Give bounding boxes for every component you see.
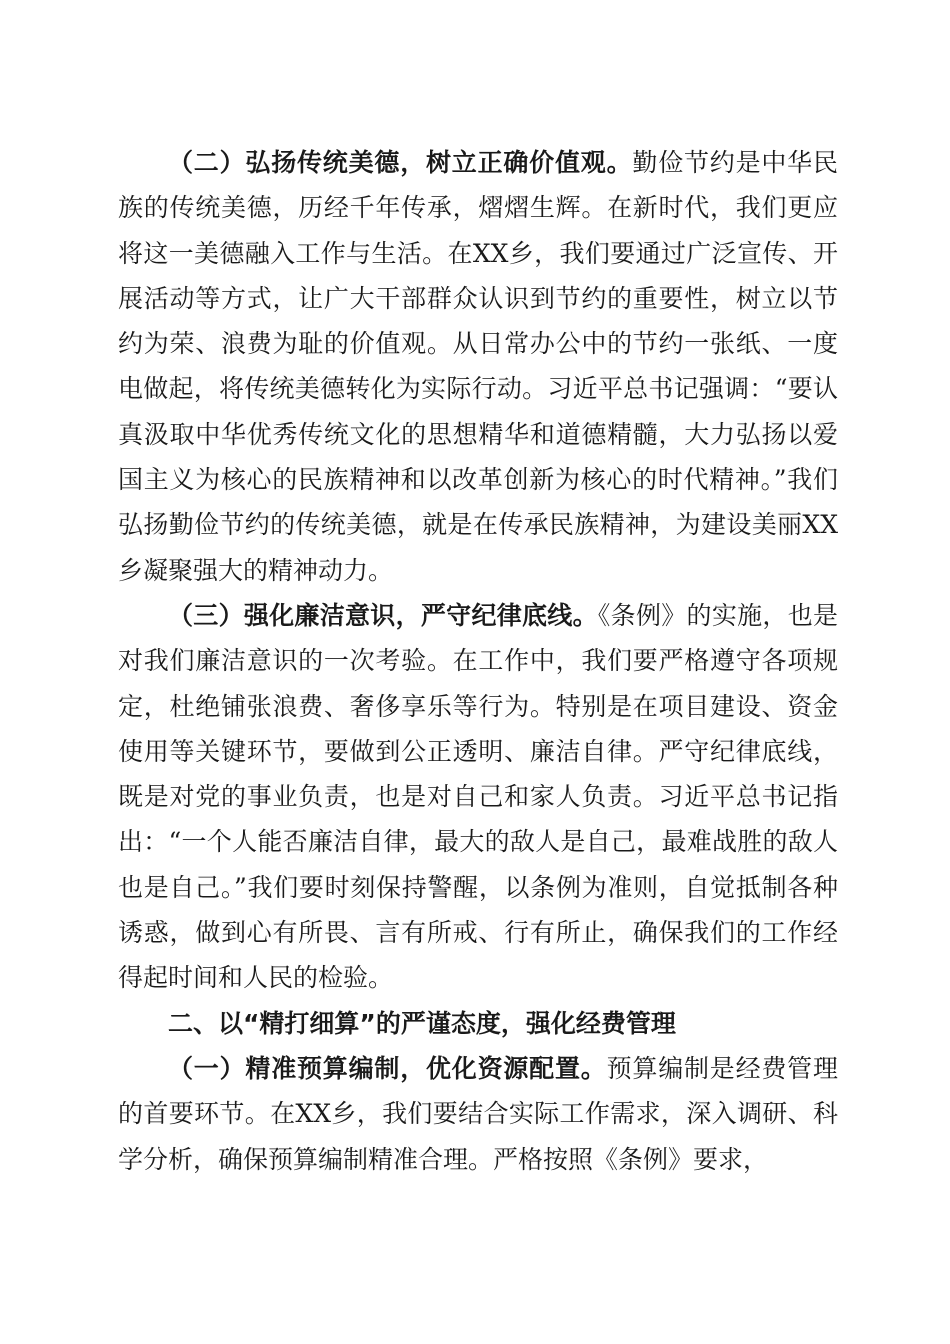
paragraph-promote-virtues	[118, 140, 838, 593]
paragraph-text: 勤俭节约是中华民族的传统美德，历经千年传承，熠熠生辉。在新时代，我们更应将这一美德融入工作与生活。在XX乡，我们要通过广泛宣传、开展活动等方式，让广大干部群众认识到节约的重要性，树立以节约为荣、浪费为耻的价值观。从日常办公中的节约一张纸、一度电做起，将传统美德转化为实际行动。习近平总书记强调：“要认真汲取中华优秀传统文化的思想精华和道德精髓，大力弘扬以爱国主义为核心的民族精神和以改革创新为核心的时代精神。”我们弘扬勤俭节约的传统美德，就是在传承民族精神，为建设美丽XX乡凝聚强大的精神动力。	[118, 148, 838, 585]
section-heading: 二、以“精打细算”的严谨态度，强化经费管理	[168, 1008, 676, 1038]
paragraph-lead: （二）弘扬传统美德，树立正确价值观。	[168, 148, 633, 177]
document-body	[118, 140, 838, 1182]
paragraph-integrity	[118, 593, 838, 1001]
paragraph-text: 预算编制是经费管理的首要环节。在XX乡，我们要结合实际工作需求，深入调研、科学分析，确保预算编制精准合理。严格按照《条例》要求，	[118, 1053, 838, 1174]
paragraph-budget	[118, 1046, 838, 1182]
paragraph-lead: （三）强化廉洁意识，严守纪律底线。	[168, 600, 598, 630]
paragraph-lead: （一）精准预算编制，优化资源配置。	[168, 1053, 607, 1083]
paragraph-text: 《条例》的实施，也是对我们廉洁意识的一次考验。在工作中，我们要严格遵守各项规定，杜绝铺张浪费、奢侈享乐等行为。特别是在项目建设、资金使用等关键环节，要做到公正透明、廉洁自律。严守纪律底线，既是对党的事业负责，也是对自己和家人负责。习近平总书记指出：“一个人能否廉洁自律，最大的敌人是自己，最难战胜的敌人也是自己。”我们要时刻保持警醒，以条例为准则，自觉抵制各种诱惑，做到心有所畏、言有所戒、行有所止，确保我们的工作经得起时间和人民的检验。	[118, 600, 838, 993]
